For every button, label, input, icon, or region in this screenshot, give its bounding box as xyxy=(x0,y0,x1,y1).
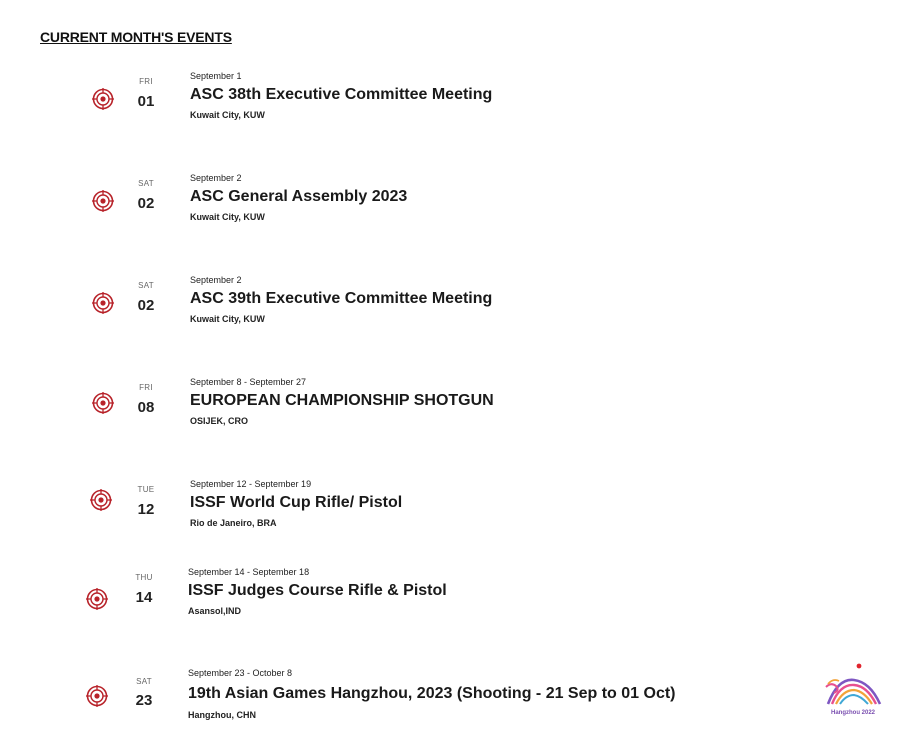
event-date-range: September 2 xyxy=(190,275,242,285)
event-day-of-week: FRI xyxy=(139,383,153,392)
event-item xyxy=(0,68,910,138)
event-item xyxy=(0,374,910,444)
event-title-link[interactable]: EUROPEAN CHAMPIONSHIP SHOTGUN xyxy=(190,392,494,409)
event-date-range: September 12 - September 19 xyxy=(190,479,312,489)
event-date-range: September 23 - October 8 xyxy=(188,668,293,678)
event-day-number: 12 xyxy=(137,501,155,518)
event-day-of-week: FRI xyxy=(139,77,153,86)
target-icon xyxy=(86,685,108,707)
event-title-link[interactable]: ISSF World Cup Rifle/ Pistol xyxy=(190,494,403,511)
page-title: CURRENT MONTH'S EVENTS xyxy=(40,29,232,45)
event-item xyxy=(0,170,910,240)
event-day-of-week: SAT xyxy=(138,281,154,290)
event-title-link[interactable]: ISSF Judges Course Rifle & Pistol xyxy=(188,582,447,599)
event-item xyxy=(0,668,910,738)
event-location: Rio de Janeiro, BRA xyxy=(190,518,277,528)
event-location: Kuwait City, KUW xyxy=(190,212,265,222)
event-day-number: 23 xyxy=(135,692,153,709)
event-item xyxy=(0,564,910,634)
event-location: OSIJEK, CRO xyxy=(190,416,249,426)
target-icon xyxy=(92,88,114,110)
event-title-link[interactable]: 19th Asian Games Hangzhou, 2023 (Shooting - 21 Sep to 01 Oct) xyxy=(188,685,676,702)
target-icon xyxy=(92,292,114,314)
event-date-range: September 14 - September 18 xyxy=(188,567,310,577)
event-day-number: 01 xyxy=(137,93,155,110)
event-location: Kuwait City, KUW xyxy=(190,314,265,324)
logo-caption: Hangzhou 2022 xyxy=(830,710,875,716)
event-item xyxy=(0,476,910,546)
event-date-range: September 8 - September 27 xyxy=(190,377,307,387)
event-title-link[interactable]: ASC 39th Executive Committee Meeting xyxy=(190,290,493,307)
event-title-link[interactable]: ASC General Assembly 2023 xyxy=(190,188,408,205)
target-icon xyxy=(92,190,114,212)
event-day-number: 14 xyxy=(135,589,153,606)
event-date-range: September 1 xyxy=(190,71,242,81)
event-date-range: September 2 xyxy=(190,173,242,183)
event-item xyxy=(0,272,910,342)
event-day-number: 02 xyxy=(137,297,155,314)
event-day-of-week: TUE xyxy=(137,485,155,494)
event-location: Hangzhou, CHN xyxy=(188,710,256,720)
event-day-number: 08 xyxy=(137,399,155,416)
event-day-of-week: SAT xyxy=(136,677,152,686)
event-title-link[interactable]: ASC 38th Executive Committee Meeting xyxy=(190,86,493,103)
target-icon xyxy=(90,489,112,511)
event-day-of-week: THU xyxy=(135,573,153,582)
target-icon xyxy=(86,588,108,610)
event-location: Asansol,IND xyxy=(188,606,242,616)
target-icon xyxy=(92,392,114,414)
event-day-of-week: SAT xyxy=(138,179,154,188)
event-day-number: 02 xyxy=(137,195,155,212)
event-location: Kuwait City, KUW xyxy=(190,110,265,120)
